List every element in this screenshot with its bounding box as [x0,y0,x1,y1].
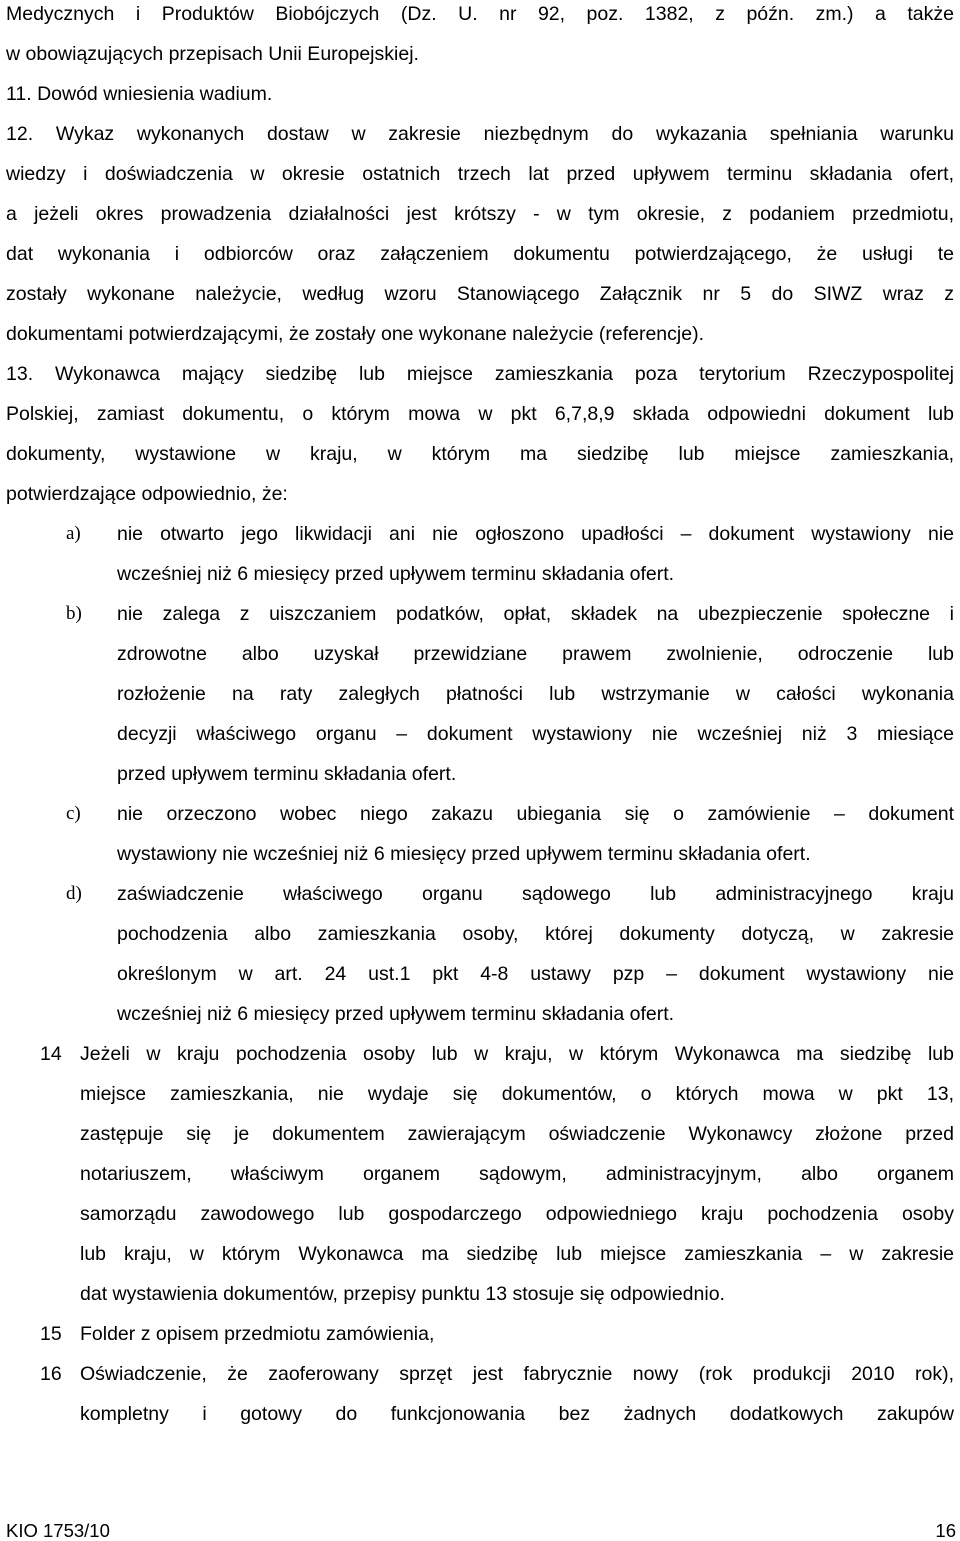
text-line: potwierdzające odpowiednio, że: [6,483,288,505]
list-label: d) [66,883,82,904]
text-line: przed upływem terminu składania ofert. [117,763,457,785]
text-line: dokumentami potwierdzającymi, że zostały one wykonane należycie (referencje). [6,323,704,345]
text-line: wystawiony nie wcześniej niż 6 miesięcy przed upływem terminu składania ofert. [117,843,811,865]
text-line: Polskiej, zamiast dokumentu, o którym mowa w pkt 6,7,8,9 składa odpowiedni dokument lub [6,403,954,425]
text-line: nie otwarto jego likwidacji ani nie ogłoszono upadłości – dokument wystawiony nie [117,523,954,545]
text-line: Jeżeli w kraju pochodzenia osoby lub w kraju, w którym Wykonawca ma siedzibę lub [80,1043,954,1065]
text-line: pochodzenia albo zamieszkania osoby, której dokumenty dotyczą, w zakresie [117,923,954,945]
text-line: decyzji właściwego organu – dokument wystawiony nie wcześniej niż 3 miesiące [117,723,954,745]
text-line: nie orzeczono wobec niego zakazu ubiegania się o zamówienie – dokument [117,803,954,825]
text-line: wcześniej niż 6 miesięcy przed upływem terminu składania ofert. [117,563,675,585]
text-line: nie zalega z uiszczaniem podatków, opłat, składek na ubezpieczenie społeczne i [117,603,954,625]
text-line: zaświadczenie właściwego organu sądowego lub administracyjnego kraju [117,883,954,905]
text-line: a jeżeli okres prowadzenia działalności jest krótszy - w tym okresie, z podaniem przedmiotu, [6,203,954,225]
list-label: a) [66,523,81,544]
text-line: Medycznych i Produktów Biobójczych (Dz. U. nr 92, poz. 1382, z późn. zm.) a także [6,3,954,25]
text-line: zastępuje się je dokumentem zawierającym oświadczenie Wykonawcy złożone przed [80,1123,954,1145]
text-line: Folder z opisem przedmiotu zamówienia, [80,1323,435,1345]
text-line: rozłożenie na raty zaległych płatności lub wstrzymanie w całości wykonania [117,683,954,705]
list-number: 14 [40,1043,62,1065]
text-line: Oświadczenie, że zaoferowany sprzęt jest fabrycznie nowy (rok produkcji 2010 rok), [80,1363,954,1385]
text-line: dokumenty, wystawione w kraju, w którym ma siedzibę lub miejsce zamieszkania, [6,443,954,465]
text-line: dat wystawienia dokumentów, przepisy punktu 13 stosuje się odpowiednio. [80,1283,725,1305]
text-line: dat wykonania i odbiorców oraz załączeniem dokumentu potwierdzającego, że usługi te [6,243,954,265]
text-line: 11. Dowód wniesienia wadium. [6,83,273,105]
list-label: b) [66,603,82,624]
list-number: 16 [40,1363,62,1385]
text-line: miejsce zamieszkania, nie wydaje się dokumentów, o których mowa w pkt 13, [80,1083,954,1105]
page-number: 16 [935,1520,956,1541]
text-line: notariuszem, właściwym organem sądowym, administracyjnym, albo organem [80,1163,954,1185]
text-line: wiedzy i doświadczenia w okresie ostatnich trzech lat przed upływem terminu składania ofert, [6,163,954,185]
text-line: kompletny i gotowy do funkcjonowania bez żadnych dodatkowych zakupów [80,1403,954,1425]
list-number: 15 [40,1323,62,1345]
text-line: zostały wykonane należycie, według wzoru Stanowiącego Załącznik nr 5 do SIWZ wraz z [6,283,954,305]
text-line: w obowiązujących przepisach Unii Europejskiej. [6,43,419,65]
text-line: określonym w art. 24 ust.1 pkt 4-8 ustawy pzp – dokument wystawiony nie [117,963,954,985]
text-line: zdrowotne albo uzyskał przewidziane prawem zwolnienie, odroczenie lub [117,643,954,665]
text-line: samorządu zawodowego lub gospodarczego odpowiedniego kraju pochodzenia osoby [80,1203,954,1225]
text-line: 13. Wykonawca mający siedzibę lub miejsce zamieszkania poza terytorium Rzeczypospolitej [6,363,954,385]
text-line: wcześniej niż 6 miesięcy przed upływem terminu składania ofert. [117,1003,675,1025]
text-line: 12. Wykaz wykonanych dostaw w zakresie niezbędnym do wykazania spełniania warunku [6,123,954,145]
text-line: lub kraju, w którym Wykonawca ma siedzibę lub miejsce zamieszkania – w zakresie [80,1243,954,1265]
list-label: c) [66,803,81,824]
footer-reference: KIO 1753/10 [6,1520,110,1541]
